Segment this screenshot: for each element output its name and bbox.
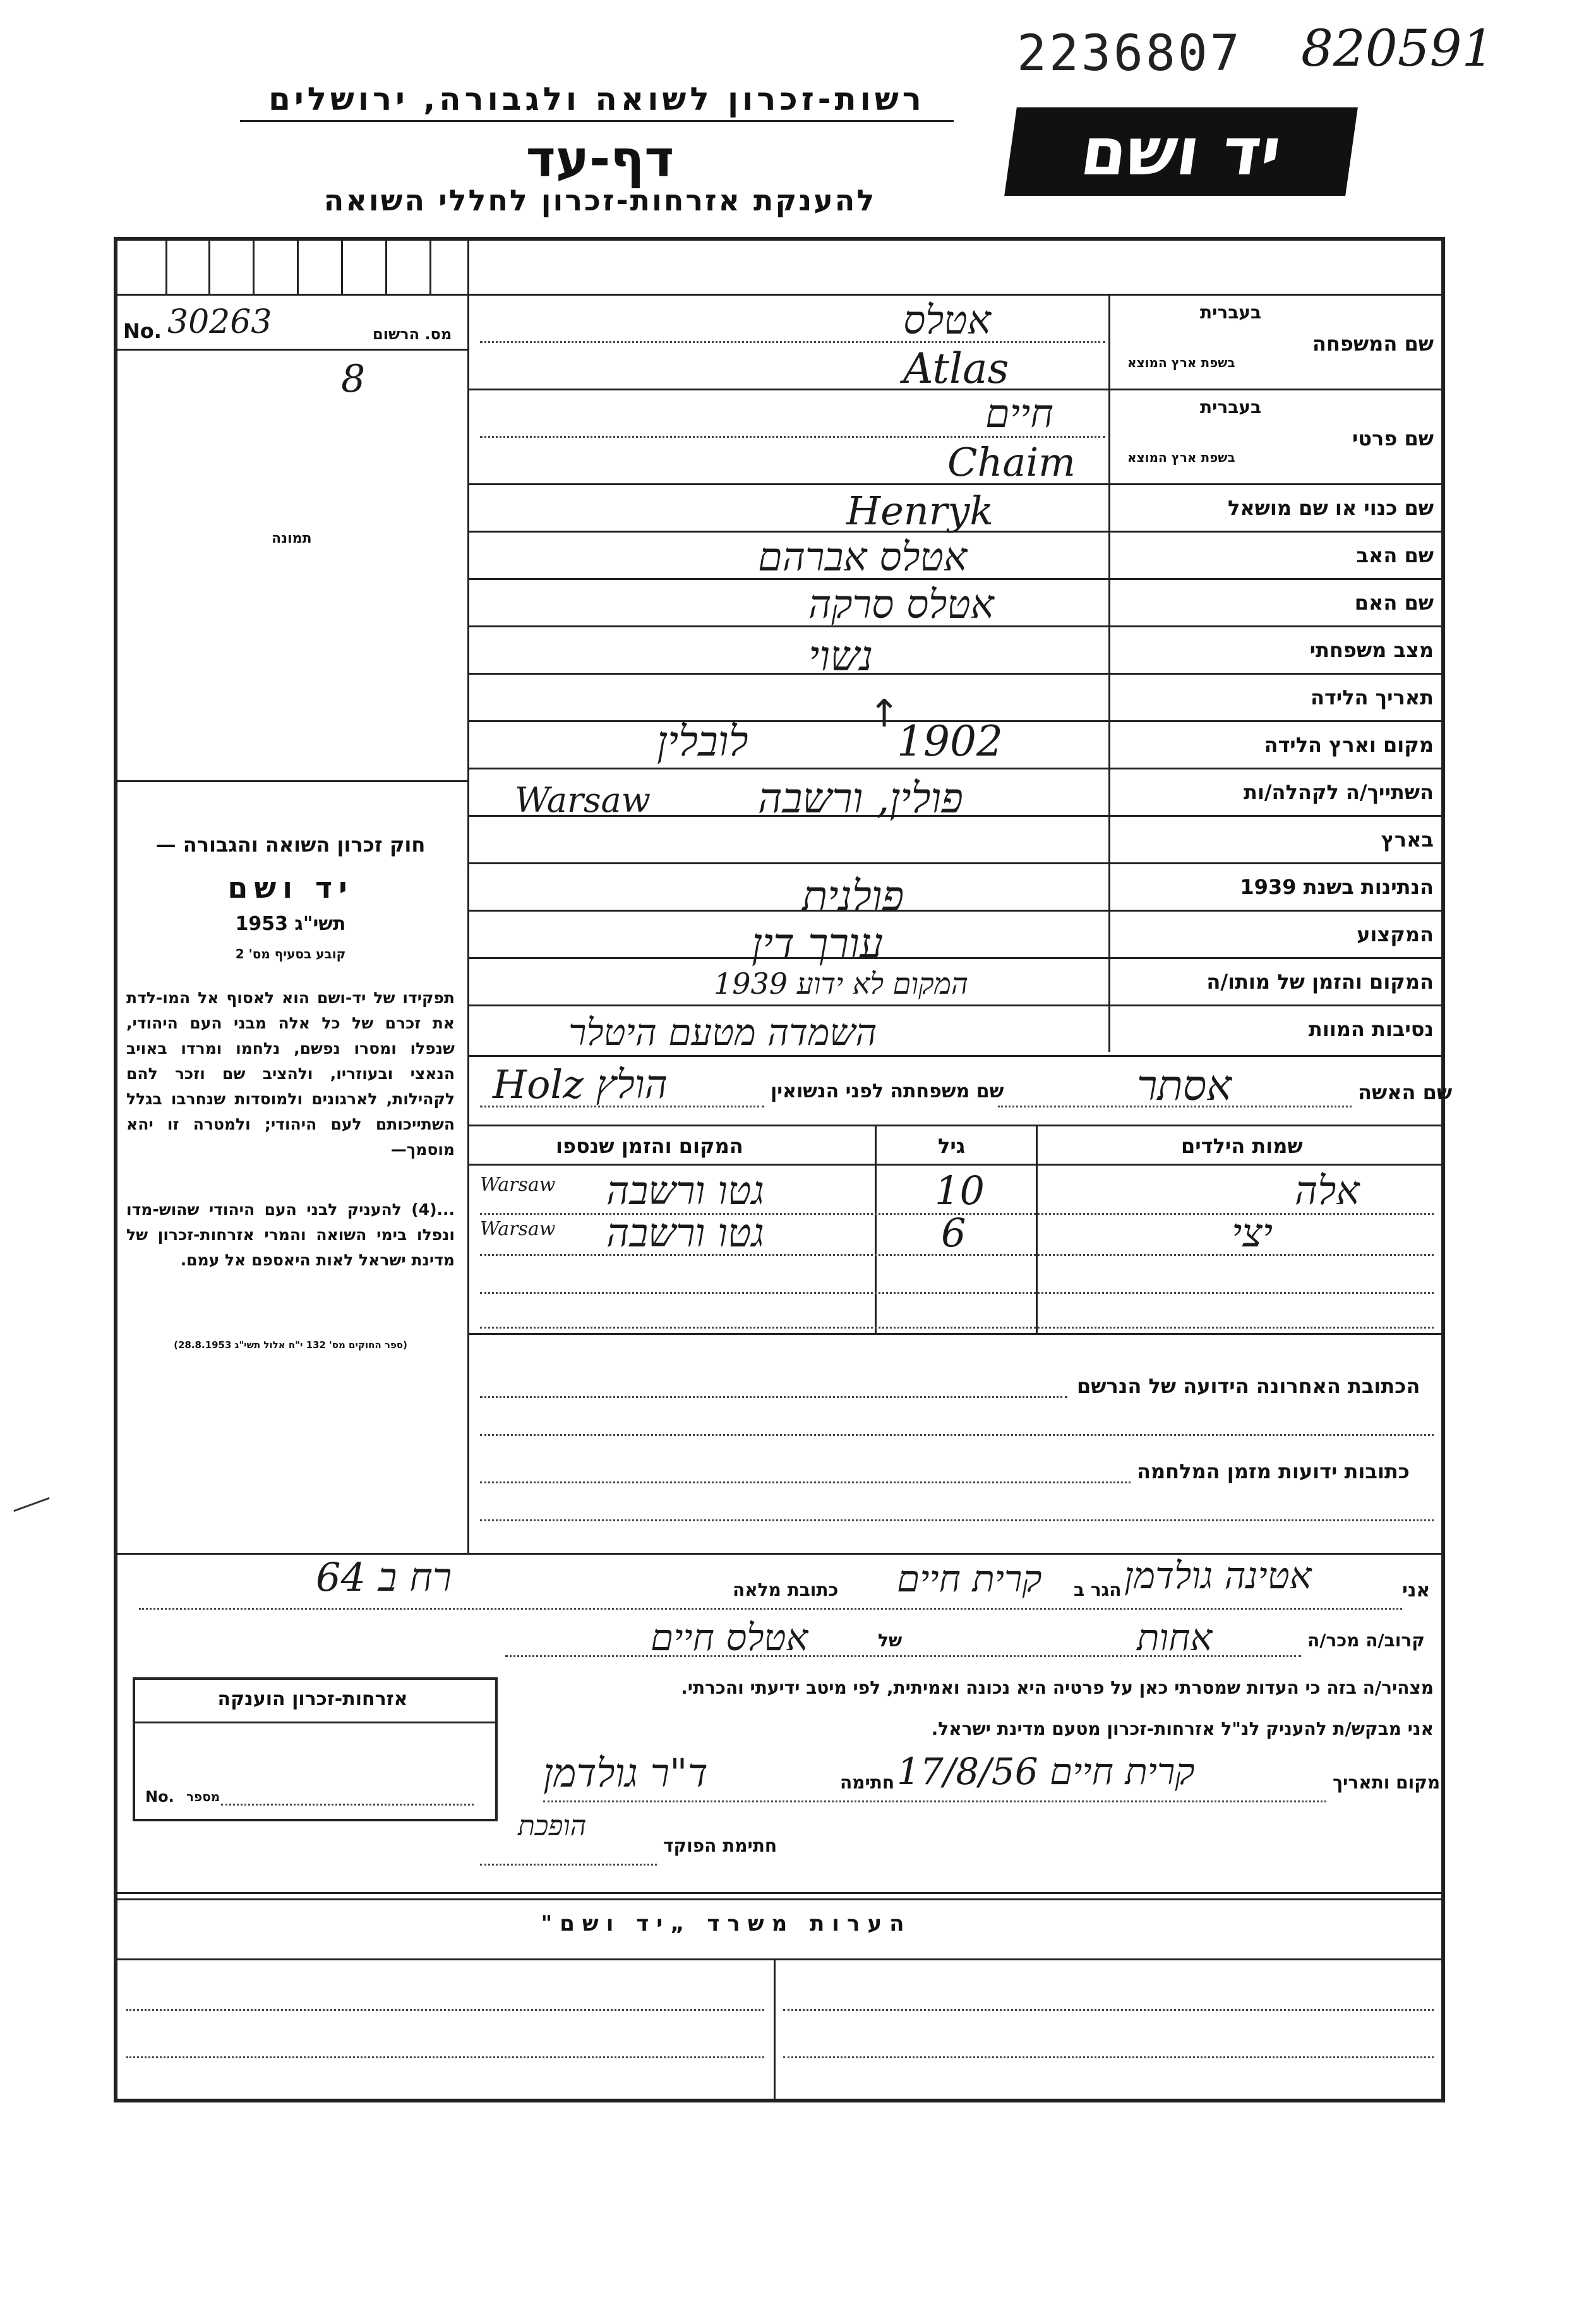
form-title: דף-עד (525, 130, 675, 188)
mother-name-value: אטלס סרקה (808, 581, 994, 627)
authority-underline (240, 120, 954, 122)
field-row-line (469, 673, 1441, 675)
declarant-city-value: קרית חיים (897, 1557, 1042, 1600)
signature-value: ד"ר גולדמן (543, 1750, 708, 1796)
field-label-10: בארץ (1381, 828, 1434, 852)
registration-label: מס. הרשום (373, 325, 452, 343)
nickname-value: Henryk (846, 488, 993, 534)
death-circumstances-value: השמדה מטעם היטלר (568, 1011, 877, 1054)
signature-label: חתימה (840, 1772, 895, 1793)
wife-maiden-label: שם משפחתה לפני הנשואין (771, 1080, 1004, 1102)
wartime-address-label: כתובות ידועות מזמן המלחמה (1137, 1459, 1410, 1483)
relative-value: אחות (1137, 1616, 1213, 1659)
officer-signature-value: הופכת (518, 1810, 587, 1842)
declarant-resides-label: הגר ב (1074, 1579, 1122, 1600)
nationality-value: פולנית (802, 872, 904, 920)
registration-sub-number: 8 (341, 357, 366, 401)
field-row-line (469, 768, 1441, 769)
authority-line: רשות-זכרון לשואה ולגבורה, ירושלים (268, 81, 925, 118)
field-label-11: הנתינות בשנת 1939 (1240, 875, 1434, 899)
marital-status-value: נשוי (808, 632, 873, 680)
officer-signature-label: חתימת הפוקד (663, 1835, 777, 1856)
law-name: יד ושם (227, 871, 354, 905)
death-place-time-value: המקום לא ידוע 1939 (714, 967, 968, 1001)
law-body: תפקידו של יד-ושם הוא לאסוף אל המו-לדת את זכרם של כל אלה מבני העם היהודי, שנפלו ומסרו נפשם, נלחמו ומרדו באויב הנאצי ובעוזריו, ולהציב שם וזכר להם לקהילות, לארגונים ולמוסדות שנחרבו בגלל השתייכותם לעם היהודי; ולמטרה זו יהא מוסמך— (126, 989, 455, 1159)
field-row-line (469, 910, 1441, 912)
frame-top (114, 237, 1445, 241)
frame-right (1441, 237, 1445, 2101)
surname-latin-value: Atlas (903, 344, 1009, 393)
surname-hebrew-value: אטלס (903, 297, 991, 343)
field-label-8: מקום וארץ הלידה (1264, 733, 1434, 757)
form-subtitle: להענקת אזרחות-זכרון לחללי השואה (323, 183, 877, 217)
wife-maiden-value: Holz הולץ (493, 1061, 668, 1107)
citizenship-no-label: No. (145, 1788, 174, 1806)
photo-label: תמונה (272, 531, 312, 546)
children-header-age: גיל (938, 1134, 966, 1158)
law-year: תשי"ג 1953 (235, 913, 346, 935)
law-title: חוק זכרון השואה והגבורה — (155, 833, 426, 857)
registration-no-value: 30263 (167, 303, 272, 341)
relative-of-label: של (878, 1630, 903, 1651)
field-row-line (469, 1004, 1441, 1006)
child-1-age: 10 (935, 1167, 985, 1214)
margin-mark (13, 1497, 49, 1512)
firstname-latin-value: Chaim (947, 439, 1076, 485)
declarant-address-label: כתובת מלאה (733, 1579, 839, 1600)
field-label-13: המקום והזמן של מותו/ה (1206, 970, 1434, 994)
surname-sub-hebrew: בעברית (1200, 302, 1262, 323)
child-1-name: אלה (1295, 1167, 1360, 1214)
citizenship-box-title: אזרחות-זכרון הוענקה (217, 1688, 408, 1710)
child-1-place-latin: Warsaw (480, 1174, 556, 1196)
field-label-5: שם האם (1354, 591, 1434, 615)
frame-left (114, 237, 117, 2101)
wife-value: אסתר (1137, 1061, 1232, 1110)
birth-date-value: 1902 (897, 717, 1003, 766)
firstname-sub-origin: בשפת ארץ המוצא (1127, 450, 1235, 465)
field-label-9: השתייך/ה לקהלה/ות (1243, 780, 1434, 804)
arrow-mark-icon: ↑ (868, 692, 901, 736)
declarant-name-value: אטינה גולדמן (1124, 1554, 1312, 1597)
field-label-6: מצב משפחתי (1309, 638, 1434, 662)
declarant-ani-label: אני (1402, 1579, 1431, 1601)
children-header-place: המקום והזמן שנספו (556, 1134, 743, 1158)
frame-bottom (114, 2099, 1445, 2102)
place-date-label: מקום ותאריך (1333, 1772, 1441, 1793)
relative-label: קרוב/ה מכר/ה (1307, 1630, 1425, 1651)
law-body-2: ...(4) להעניק לבני העם היהודי שהוש-מדו ונפלו בימי השואה והמרי אזרחות-זכרון של מדינת ישראל לאות היאספם אל עמם. (126, 1200, 455, 1269)
child-2-age: 6 (941, 1210, 966, 1256)
field-row-line (469, 957, 1441, 959)
field-label-2: שם פרטי (1352, 426, 1434, 450)
child-2-place-latin: Warsaw (480, 1218, 556, 1240)
field-row-line (469, 862, 1441, 864)
field-label-4: שם האב (1356, 543, 1434, 567)
relative-of-value: אטלס חיים (651, 1616, 808, 1659)
child-2-place: גטו ורשבה (606, 1210, 764, 1256)
surname-sub-origin: בשפת ארץ המוצא (1127, 355, 1235, 370)
child-2-name: יצי (1232, 1210, 1273, 1256)
handwritten-number: 820591 (1301, 19, 1494, 78)
last-known-address-label: הכתובת האחרונה הידועה של הנרשם (1077, 1374, 1420, 1398)
birth-place-value: לובלין (657, 717, 748, 766)
field-label-7: תאריך הלידה (1310, 685, 1434, 709)
community-latin-value: Warsaw (515, 780, 651, 820)
children-header-names: שמות הילדים (1181, 1134, 1303, 1158)
law-clause: קובע בסעיף מס' 2 (235, 946, 346, 962)
place-date-value: קרית חיים 17/8/56 (897, 1750, 1195, 1793)
yad-vashem-logo: יד ושם (1004, 107, 1358, 196)
law-footnote: (ספר החוקים מס' 132 י"ח אלול תשי"ג 28.8.1953) (174, 1339, 407, 1351)
citizenship-no-hebrew: מספר (186, 1789, 220, 1804)
field-label-3: שם כנוי או שם מושאל (1227, 496, 1434, 520)
community-value: פולין, ורשבה (758, 774, 963, 823)
office-notes-label: הערות משרד „יד ושם" (541, 1911, 912, 1936)
declaration-text: מצהיר/ה בזה כי העדות שמסרתי כאן על פרטיה היא נכונה ואמיתית, לפי מיטב ידיעתי והכרתי. (681, 1677, 1434, 1698)
father-name-value: אטלס אברהם (758, 534, 968, 580)
firstname-sub-hebrew: בעברית (1200, 397, 1262, 418)
firstname-hebrew-value: חיים (985, 390, 1053, 437)
wife-label: שם האשה (1358, 1080, 1453, 1104)
field-label-1: שם המשפחה (1312, 332, 1434, 356)
profession-value: עורך דין (752, 919, 884, 968)
field-label-12: המקצוע (1357, 922, 1434, 946)
registration-no-label: No. (123, 319, 162, 343)
stamp-number: 2236807 (1017, 25, 1242, 82)
request-text: אני מבקש/ת להעניק לנ"ל אזרחות-זכרון מטעם מדינת ישראל. (931, 1718, 1434, 1739)
field-label-14: נסיבות המוות (1308, 1017, 1434, 1041)
field-subrow-line (480, 341, 1105, 343)
declarant-address-value: רח ב 64 (316, 1554, 452, 1600)
child-1-place: גטו ורשבה (606, 1167, 764, 1214)
